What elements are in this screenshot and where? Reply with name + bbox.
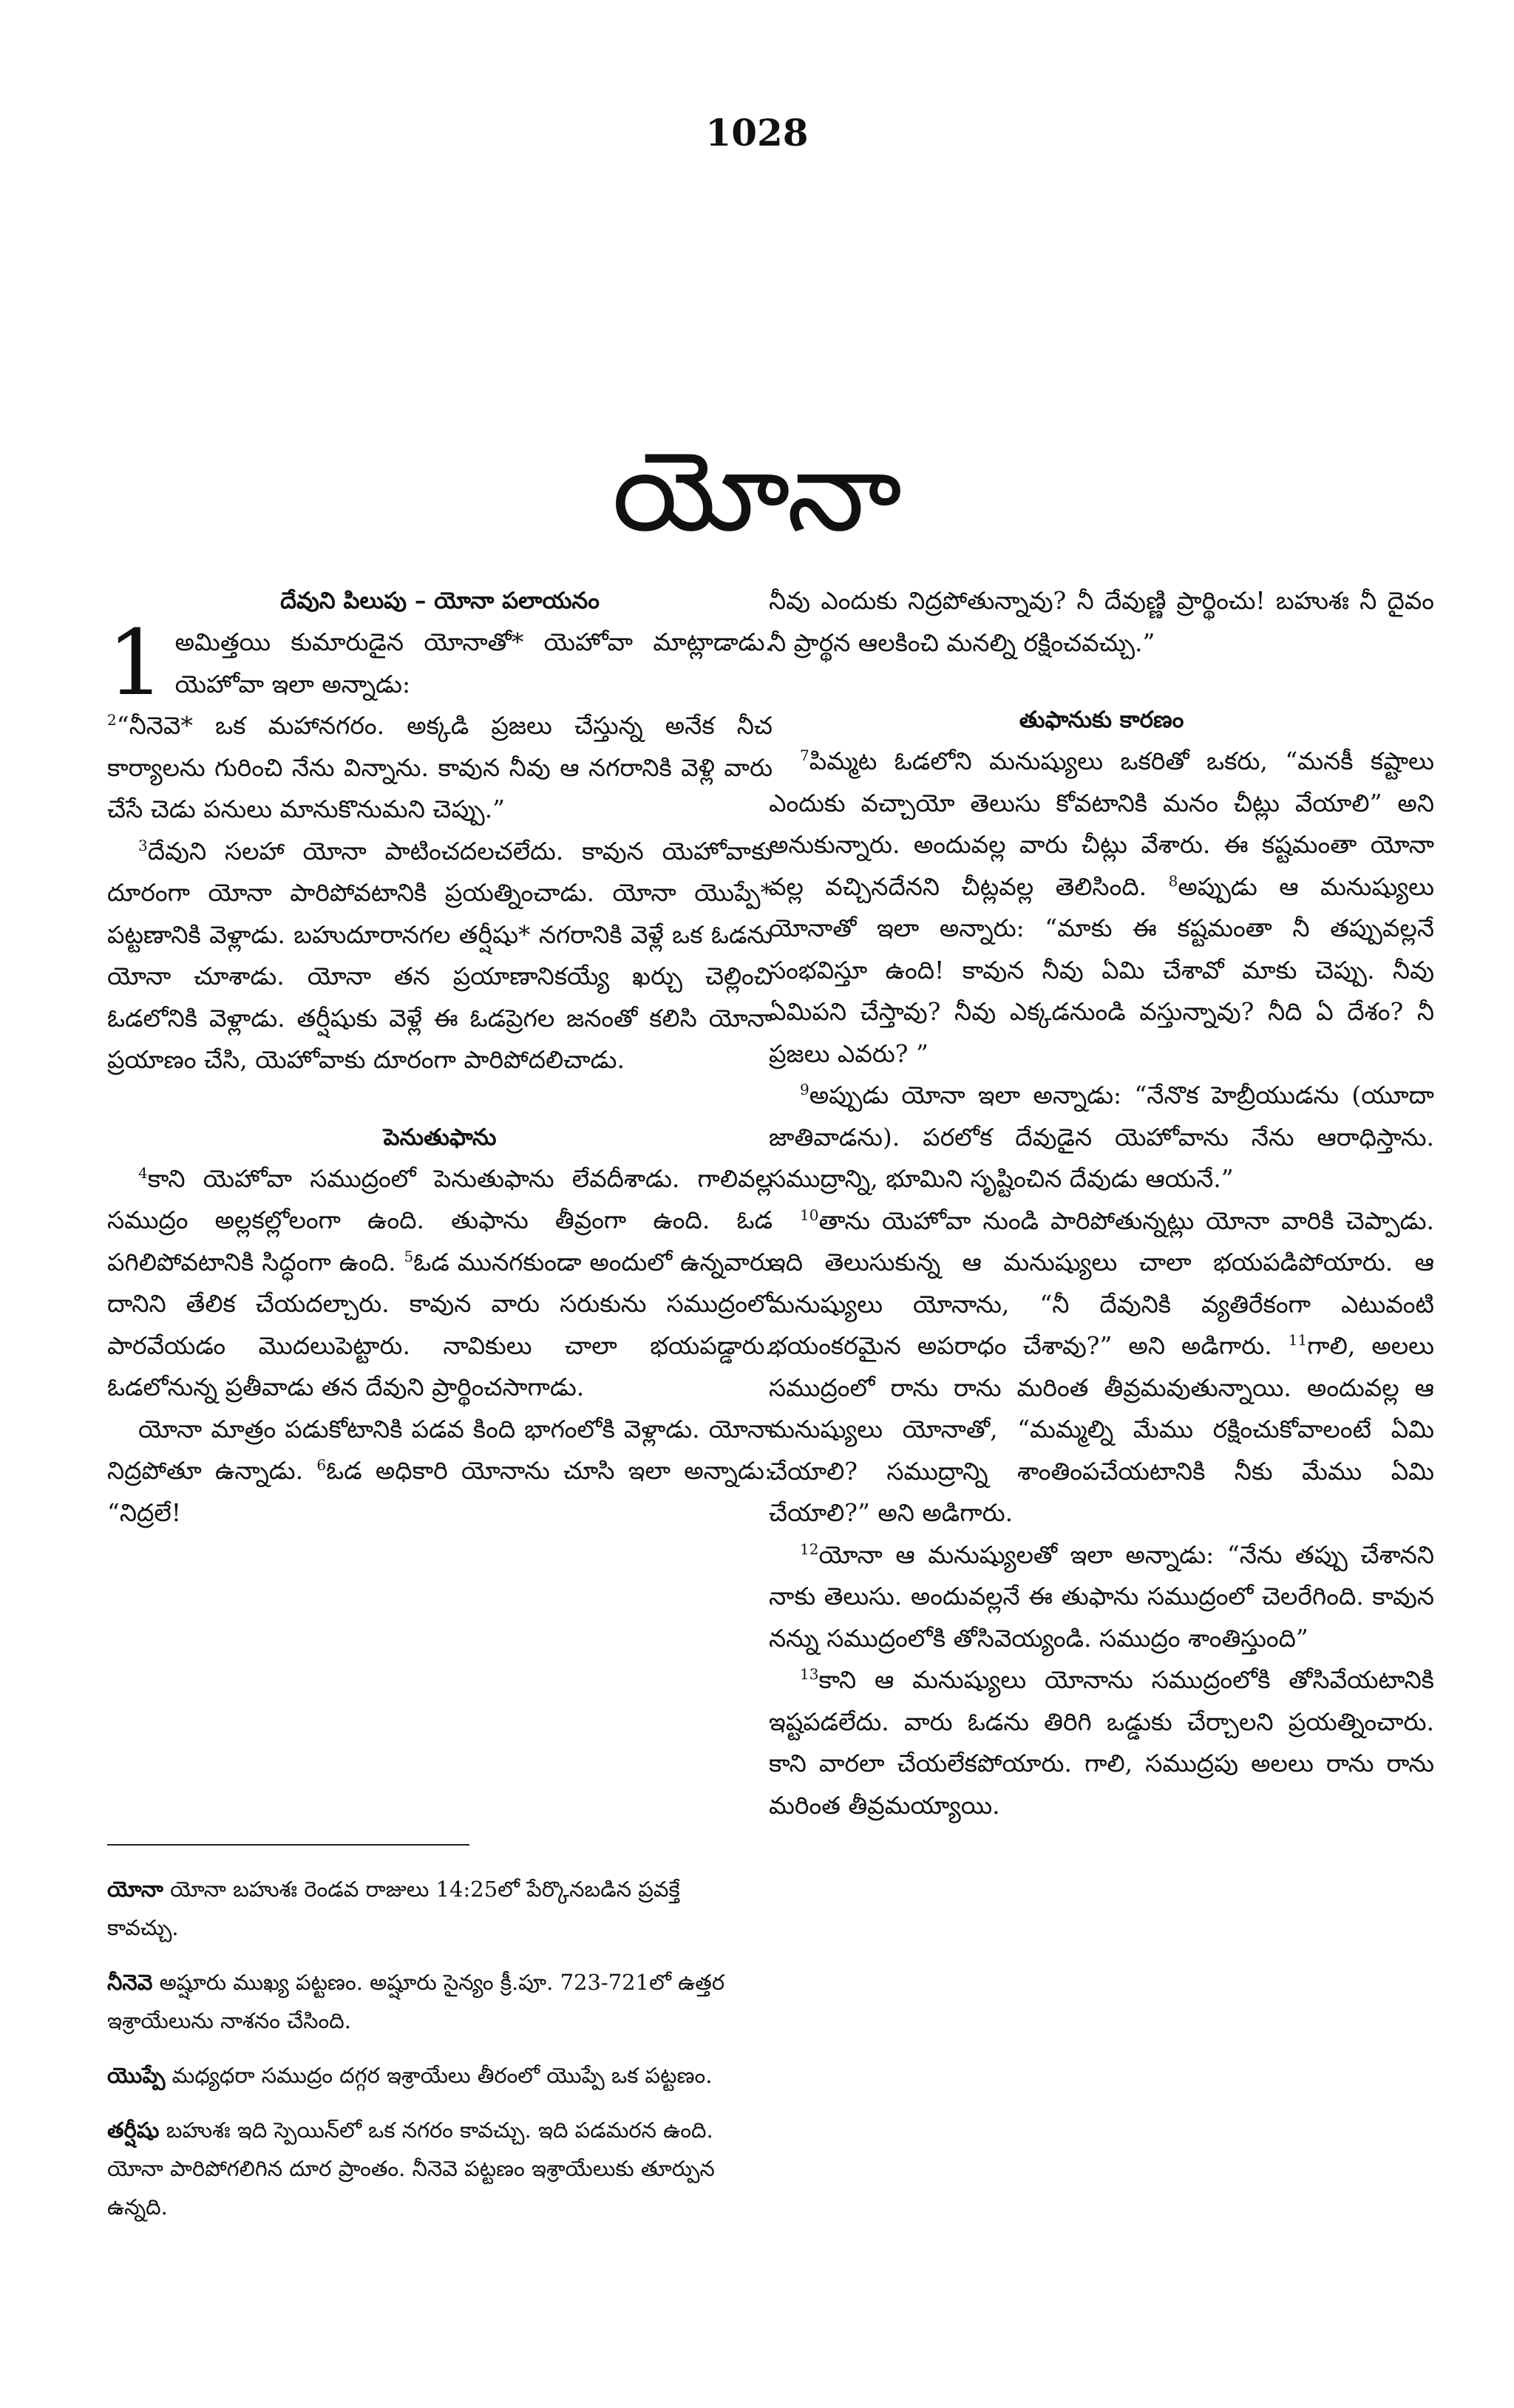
verse-text: ఓడ అధికారి యోనాను చూసి ఇలా అన్నాడు: “నిద్రలే!: [107, 1456, 773, 1527]
verse-text: పిమ్మట ఓడలోని మనుష్యులు ఒకరితో ఒకరు, “మనకీ కష్టాలు ఎందుకు వచ్చాయో తెలుసు కోవటానికి మనం చీట్లు వేయాలి” అని అనుకున్నారు. అందువల్ల వారు చీట్లు వేశారు. ఈ కష్టమంతా యోనా వల్ల వచ్చినదేనని చీట్లవల్ల తెలిసింది.: [769, 746, 1434, 901]
verse-number: 8: [1168, 871, 1178, 890]
verse-text: గాలి, అలలు సముద్రంలో రాను రాను మరింత తీవ్రమవుతున్నాయి. అందువల్ల ఆ మనుష్యులు యోనాతో, “మమ్మల్ని మేము రక్షించుకోవాలంటే ఏమి చేయాలి? సముద్రాన్ని శాంతింపచేయటానికి నీకు మేము ఏమి చేయాలి?” అని అడిగారు.: [769, 1331, 1434, 1527]
verse-text: ఓడ మునగకుండా అందులో ఉన్నవారు దానిని తేలిక చేయదల్చారు. కావున వారు సరుకును సముద్రంలో పారవేయడం మొదలుపెట్టారు. నావికులు చాలా భయపడ్డారు. ఓడలోనున్న ప్రతీవాడు తన దేవుని ప్రార్థించసాగాడు.: [107, 1247, 773, 1401]
paragraph: [107, 1158, 773, 1409]
verse-number: 5: [404, 1247, 414, 1265]
verse-text: కాని ఆ మనుష్యులు యోనాను సముద్రంలోకి తోసివేయటానికి ఇష్టపడలేదు. వారు ఓడను తిరిగి ఒడ్డుకు చేర్చాలని ప్రయత్నించారు. కాని వారలా చేయలేకపోయారు. గాలి, సముద్రపు అలలు రాను రాను మరింత తీవ్రమయ్యాయి.: [769, 1665, 1434, 1820]
verse-number: 9: [800, 1081, 809, 1098]
footnote: [107, 1870, 758, 1947]
paragraph: [769, 1200, 1434, 1534]
verse-text: తాను యెహోవా నుండి పారిపోతున్నట్లు యోనా వారికి చెప్పాడు. ఇది తెలుసుకున్న ఆ మనుష్యులు చాలా భయపడిపోయారు. ఆ మనుష్యులు యోనాను, “నీ దేవునికి వ్యతిరేకంగా ఎటువంటి భయంకరమైన అపరాధం చేశావు?” అని అడిగారు.: [769, 1205, 1434, 1360]
footnote: [107, 2056, 758, 2095]
footnote-term: తర్షీషు: [107, 2118, 160, 2143]
verse-text: నీవు ఎందుకు నిద్రపోతున్నావు? నీ దేవుణ్ణి ప్రార్థించు! బహుశః నీ దైవం నీ ప్రార్థన ఆలకించి మనల్ని రక్షించవచ్చు.”: [769, 586, 1434, 657]
verse-text: దేవుని సలహా యోనా పాటించదలచలేదు. కావున యెహోవాకు దూరంగా యోనా పారిపోవటానికి ప్రయత్నించాడు. యోనా యొప్పే* పట్టణానికి వెళ్లాడు. బహుదూరానగల తర్షీషు* నగరానికి వెళ్లే ఒక ఓడను యోనా చూశాడు. యోనా తన ప్రయాణానికయ్యే ఖర్చు చెల్లించి ఓడలోనికి వెళ్లాడు. తర్షీషుకు వెళ్లే ఈ ఓడప్రెగల జనంతో కలిసి యోనా ప్రయాణం చేసి, యెహోవాకు దూరంగా పారిపోదలిచాడు.: [107, 836, 773, 1074]
verse-text: యోనా మాత్రం పడుకోటానికి పడవ కింది భాగంలోకి వెళ్లాడు. యోనా నిద్రపోతూ ఉన్నాడు.: [107, 1414, 773, 1485]
section-heading: తుఫానుకు కారణం: [1019, 707, 1184, 733]
verse-number: 7: [800, 746, 809, 764]
chapter-number: 1: [107, 610, 165, 715]
verse-number: 11: [1288, 1331, 1308, 1349]
verse-text: “నీనెవె* ఒక మహానగరం. అక్కడి ప్రజలు చేస్తున్న అనేక నీచ కార్యాలను గురించి నేను విన్నాను. కావున నీవు ఆ నగరానికి వెళ్లి వారు చేసే చెడు పనులు మానుకొనుమని చెప్పు.”: [107, 711, 773, 823]
left-column: [107, 580, 773, 1534]
paragraph: [107, 610, 773, 831]
verse-number: 12: [800, 1540, 819, 1558]
paragraph: [107, 1409, 773, 1534]
verse-number: 13: [800, 1665, 819, 1683]
footnote-text: యోనా బహుశః రెండవ రాజులు 14:25లో పేర్కొనబడిన ప్రవక్తే కావచ్చు.: [107, 1877, 680, 1940]
paragraph: [769, 1075, 1434, 1200]
verse-number: 10: [800, 1205, 819, 1224]
verse-number: 4: [138, 1163, 148, 1182]
footnote: [107, 1963, 758, 2040]
verse-text: కాని యెహోవా సముద్రంలో పెనుతుఫాను లేవదీశాడు. గాలివల్ల సముద్రం అల్లకల్లోలంగా ఉంది. తుఫాను తీవ్రంగా ఉంది. ఓడ పగిలిపోవటానికి సిద్ధంగా ఉంది.: [107, 1163, 773, 1276]
footnotes: [107, 1870, 758, 2242]
footnote: [107, 2111, 758, 2226]
paragraph: [769, 580, 1434, 664]
paragraph: [769, 1534, 1434, 1660]
footnote-divider: [107, 1844, 469, 1846]
verse-number: 6: [316, 1456, 327, 1474]
book-title: యోనా: [611, 427, 903, 557]
footnote-text: అష్షూరు ముఖ్య పట్టణం. అష్షూరు సైన్యం క్రీ.పూ. 723-721లో ఉత్తర ఇశ్రాయేలును నాశనం చేసింది.: [107, 1970, 725, 2033]
footnote-term: నీనెవె: [107, 1970, 153, 1995]
footnote-term: యోనా: [107, 1877, 163, 1902]
footnote-text: మధ్యధరా సముద్రం దగ్గర ఇశ్రాయేలు తీరంలో యొప్పే ఒక పట్టణం.: [172, 2063, 713, 2088]
footnote-text: బహుశః ఇది స్పెయిన్‌లో ఒక నగరం కావచ్చు. ఇది పడమరన ఉంది. యోనా పారిపోగలిగిన దూర ప్రాంతం. నీనెవె పట్టణం ఇశ్రాయేలుకు తూర్పున ఉన్నది.: [107, 2118, 715, 2220]
right-column: [769, 580, 1434, 1826]
section-heading: దేవుని పిలుపు – యోనా పలాయనం: [280, 588, 600, 614]
paragraph: [107, 831, 773, 1081]
paragraph: [769, 1659, 1434, 1826]
verse-text: అప్పుడు యోనా ఇలా అన్నాడు: “నేనొక హెబ్రీయుడను (యూదా జాతివాడను). పరలోక దేవుడైన యెహోవాను నేను ఆరాధిస్తాను. సముద్రాన్ని, భూమిని సృష్టించిన దేవుడు ఆయనే.”: [769, 1081, 1434, 1193]
verse-text: యోనా ఆ మనుష్యులతో ఇలా అన్నాడు: “నేను తప్పు చేశానని నాకు తెలుసు. అందువల్లనే ఈ తుఫాను సముద్రంలో చెలరేగింది. కావున నన్ను సముద్రంలోకి తోసివెయ్యండి. సముద్రం శాంతిస్తుంది”: [769, 1540, 1434, 1653]
verse-number: 3: [138, 836, 148, 854]
verse-number: 2: [107, 711, 117, 729]
verse-text: అమిత్తయి కుమారుడైన యోనాతో* యెహోవా మాట్లాడాడు. యెహోవా ఇలా అన్నాడు:: [174, 627, 773, 698]
verse-text: అప్పుడు ఆ మనుష్యులు యోనాతో ఇలా అన్నారు: “మాకు ఈ కష్టమంతా నీ తప్పువల్లనే సంభవిస్తూ ఉంది! కావున నీవు ఏమి చేశావో మాకు చెప్పు. నీవు ఏమిపని చేస్తావు? నీవు ఎక్కడనుండి వస్తున్నావు? నీది ఏ దేశం? నీ ప్రజలు ఎవరు? ”: [769, 871, 1434, 1068]
page-number: 1028: [705, 111, 809, 154]
footnote-term: యొప్పే: [107, 2063, 166, 2088]
paragraph: [769, 741, 1434, 1075]
section-heading: పెనుతుఫాను: [383, 1123, 497, 1151]
